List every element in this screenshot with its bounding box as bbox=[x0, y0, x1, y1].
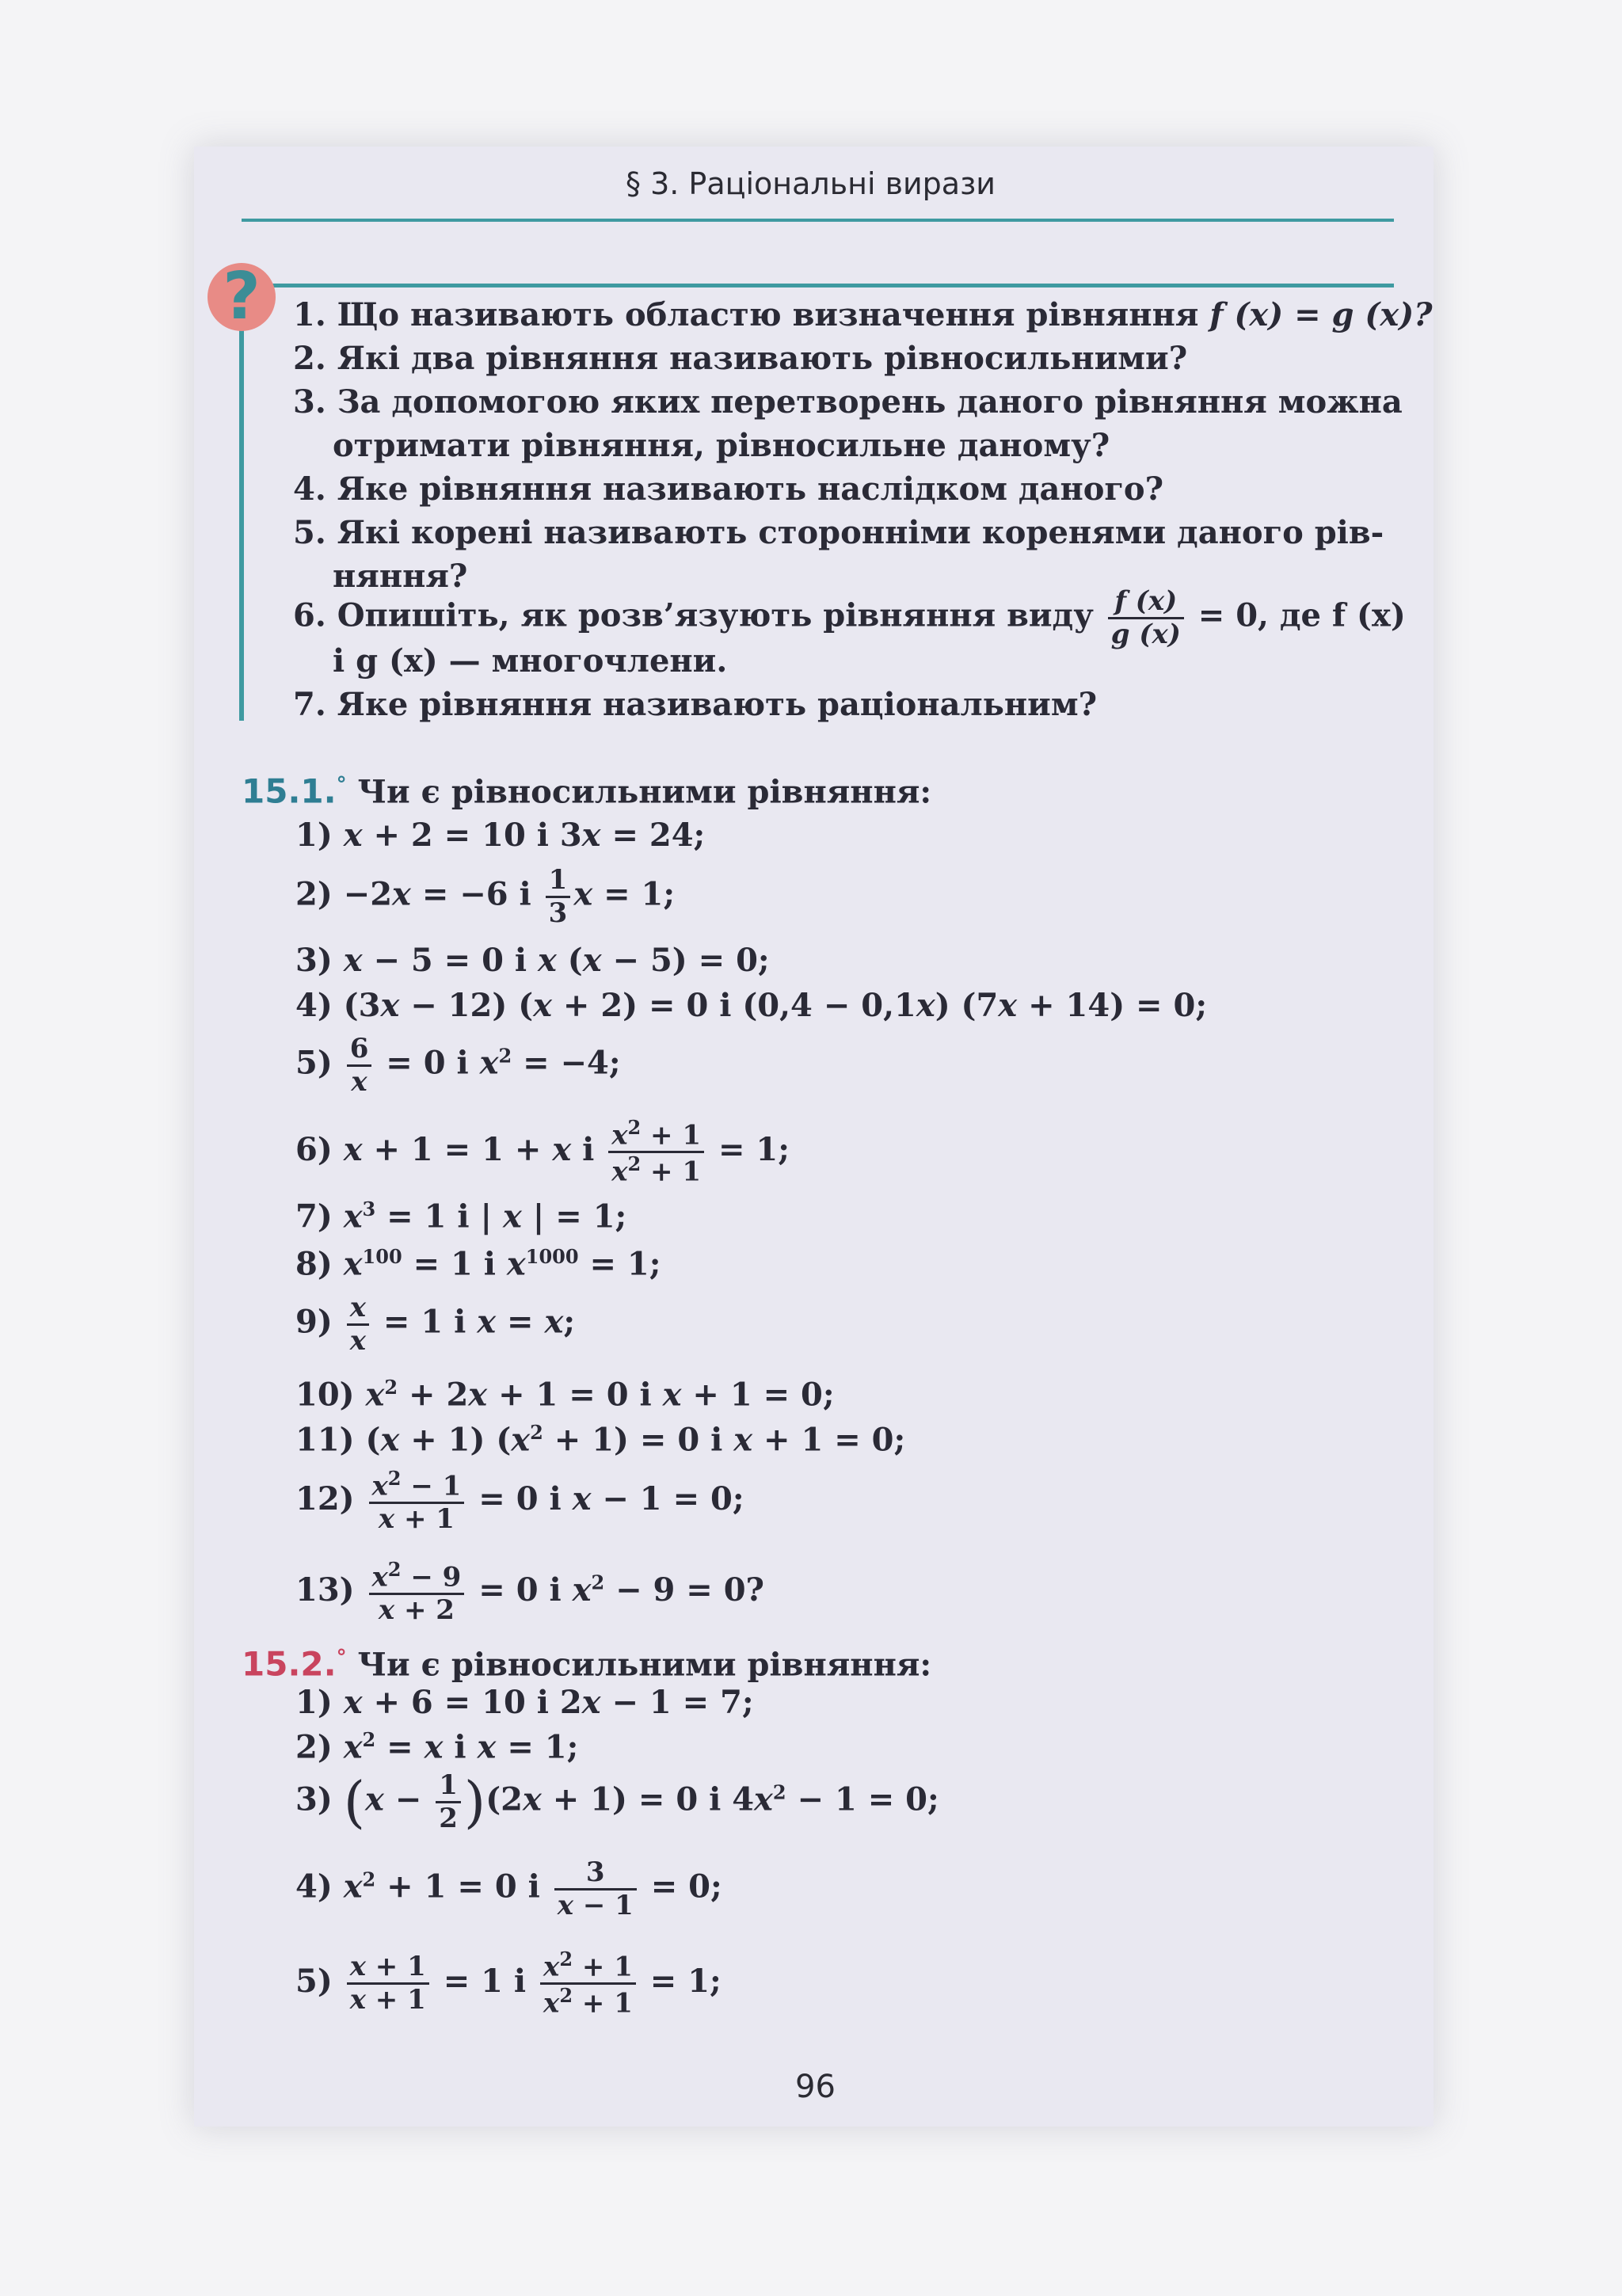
exercise-15-2-title: 15.2.° Чи є рівносильними рівняння: bbox=[242, 1644, 932, 1684]
exercise-15-2-item-2: 2) $x^2 = x$ і x = 1; bbox=[295, 1728, 579, 1766]
question-7: 7. Яке рівняння називають раціональним? bbox=[293, 686, 1098, 723]
exercise-15-1-item-1: 1) x + 2 = 10 і 3x = 24; bbox=[295, 817, 706, 854]
question-5-cont: няння? bbox=[333, 558, 468, 595]
question-3: 3. За допомогою яких перетворень даного рівняння можна bbox=[293, 383, 1403, 421]
exercise-15-1-item-3: 3) x − 5 = 0 і x (x − 5) = 0; bbox=[295, 942, 770, 979]
exercise-15-1-title: 15.1.° Чи є рівносильними рівняння: bbox=[242, 771, 932, 811]
question-2: 2. Які два рівняння називають рівносильними? bbox=[293, 340, 1188, 377]
exercise-15-1-item-13: 13) $\frac{x^2 - 9}{x + 2}$ = 0 і $x^2 - 9 = 0$? bbox=[295, 1558, 764, 1627]
question-3-cont: отримати рівняння, рівносильне даному? bbox=[333, 427, 1110, 464]
question-1: 1. Що називають областю визначення рівняння f (x) = g (x)? bbox=[293, 296, 1433, 333]
questions-side-bar bbox=[239, 295, 244, 721]
exercise-15-1-item-2: 2) −2x = −6 і $\frac{1}{3}$ x = 1; bbox=[295, 864, 676, 930]
exercise-15-1-item-7: 7) $x^3 = 1$ і | x | = 1; bbox=[295, 1197, 627, 1236]
question-6: 6. Опишіть, як розв’язують рівняння виду $\frac{f (x)}{g (x)}$ = 0, де f (x) bbox=[293, 585, 1406, 651]
exercise-15-1-item-9: 9) $\frac{x}{x}$ = 1 і x = x; bbox=[295, 1292, 576, 1357]
question-4: 4. Яке рівняння називають наслідком даного? bbox=[293, 470, 1164, 508]
header-rule bbox=[242, 219, 1394, 222]
section-header: § 3. Раціональні вирази bbox=[626, 166, 996, 201]
question-5: 5. Які корені називають сторонніми коренями даного рів- bbox=[293, 514, 1384, 551]
page-number: 96 bbox=[795, 2069, 836, 2105]
exercise-15-2-item-1: 1) x + 6 = 10 і 2x − 1 = 7; bbox=[295, 1684, 754, 1721]
exercise-15-1-item-6: 6) x + 1 = 1 + x і $\frac{x^2 + 1}{x^2 + 1}$ = 1; bbox=[295, 1116, 790, 1188]
exercise-15-1-item-12: 12) $\frac{x^2 - 1}{x + 1}$ = 0 і x − 1 = 0; bbox=[295, 1467, 744, 1536]
exercise-15-2-item-4: 4) $x^2 + 1 = 0$ і $\frac{3}{x - 1}$ = 0; bbox=[295, 1856, 722, 1922]
exercise-15-1-item-8: 8) $x^{100} = 1$ і $x^{1000} = 1$; bbox=[295, 1245, 661, 1283]
exercise-15-1-item-4: 4) (3x − 12) (x + 2) = 0 і (0,4 − 0,1x) (7x + 14) = 0; bbox=[295, 987, 1208, 1024]
questions-top-rule bbox=[261, 284, 1394, 287]
exercise-15-1-item-5: 5) $\frac{6}{x}$ = 0 і $x^2 = -4$; bbox=[295, 1033, 621, 1099]
exercise-15-1-item-11: 11) (x + 1) $(x^2 + 1) = 0$ і x + 1 = 0; bbox=[295, 1421, 906, 1459]
question-6-cont: і g (x) — многочлени. bbox=[333, 642, 728, 680]
exercise-15-2-item-5: 5) $\frac{x + 1}{x + 1}$ = 1 і $\frac{x^2 + 1}{x^2 + 1}$ = 1; bbox=[295, 1948, 722, 2020]
exercise-15-2-item-3: 3) (x − $\frac{1}{2}$ )(2x + 1) = 0 і $4x^2 - 1 = 0$; bbox=[295, 1769, 939, 1835]
exercise-15-1-item-10: 10) $x^2 + 2x + 1 = 0$ і x + 1 = 0; bbox=[295, 1376, 835, 1414]
question-mark-icon: ? bbox=[208, 263, 276, 331]
